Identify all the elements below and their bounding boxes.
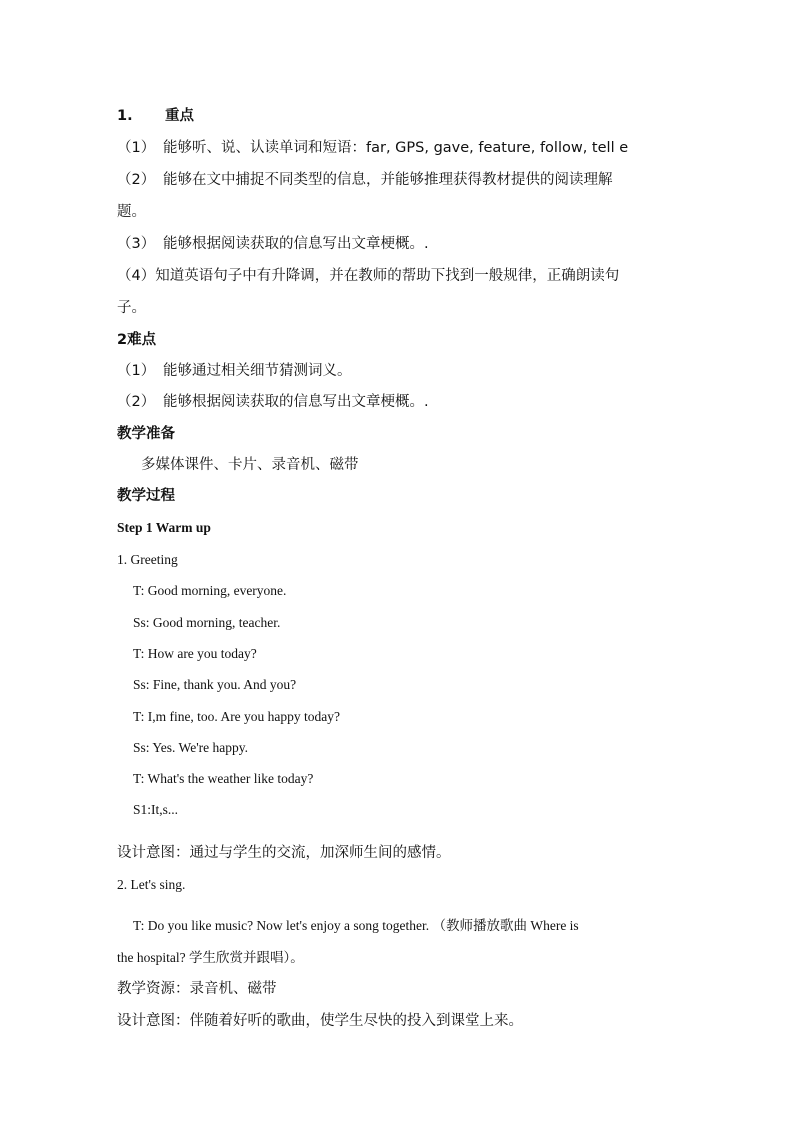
focus-number: 1.: [117, 108, 133, 124]
dialogue-line: Ss: Good morning, teacher.: [133, 615, 281, 630]
item-number: （2）: [117, 394, 156, 410]
dialogue-line: S1:It,s...: [133, 802, 179, 817]
item-number: （1）: [117, 140, 156, 156]
focus-item-1: [117, 138, 628, 158]
design-intent-2: 设计意图：伴随着好听的歌曲，使学生尽快的投入到课堂上来。: [117, 1013, 523, 1029]
sing-heading: 2. Let's sing.: [117, 877, 186, 892]
difficulty-heading: 2难点: [117, 332, 157, 348]
dialogue-line: Ss: Yes. We're happy.: [133, 740, 248, 755]
item-text: 能够听、说、认读单词和短语：far, GPS, gave, feature, follow, tell e: [163, 140, 629, 156]
prep-heading: 教学准备: [117, 426, 175, 442]
dialogue-line: Ss: Fine, thank you. And you?: [133, 677, 297, 692]
item-text: 题。: [117, 204, 146, 220]
item-text: 能够根据阅读获取的信息写出文章梗概。.: [163, 236, 429, 252]
greeting-heading: 1. Greeting: [117, 552, 178, 567]
item-text: 能够在文中捕捉不同类型的信息，并能够推理获得教材提供的阅读理解: [163, 172, 613, 188]
design-intent-1: 设计意图：通过与学生的交流，加深师生间的感情。: [117, 845, 451, 861]
focus-item-2: [117, 170, 613, 190]
teaching-resource: 教学资源：录音机、磁带: [117, 981, 277, 997]
item-text: 子。: [117, 300, 146, 316]
process-heading: 教学过程: [117, 488, 175, 504]
item-text: 能够通过相关细节猜测词义。: [163, 363, 352, 379]
prep-text: 多媒体课件、卡片、录音机、磁带: [141, 457, 359, 473]
focus-item-4-cont: [117, 298, 146, 318]
step1-heading: Step 1 Warm up: [117, 520, 211, 535]
dialogue-line: T: Good morning, everyone.: [133, 583, 287, 598]
focus-item-2-cont: [117, 202, 146, 222]
dialogue-line: T: I,m fine, too. Are you happy today?: [133, 709, 341, 724]
difficulty-item-2: [117, 392, 429, 412]
focus-title: 重点: [165, 108, 194, 124]
focus-heading: [117, 106, 194, 126]
item-number: （4）: [117, 268, 156, 284]
item-number: （2）: [117, 172, 156, 188]
dialogue-line: T: What's the weather like today?: [133, 771, 314, 786]
dialogue-line: T: How are you today?: [133, 646, 257, 661]
item-text: 知道英语句子中有升降调，并在教师的帮助下找到一般规律，正确朗读句: [155, 268, 620, 284]
sing-line-1: T: Do you like music? Now let's enjoy a song together. （教师播放歌曲 Where is: [133, 918, 579, 933]
difficulty-item-1: [117, 361, 352, 381]
item-number: （1）: [117, 363, 156, 379]
item-text: 能够根据阅读获取的信息写出文章梗概。.: [163, 394, 429, 410]
focus-item-3: [117, 234, 429, 254]
item-number: （3）: [117, 236, 156, 252]
sing-line-2: the hospital? 学生欣赏并跟唱）。: [117, 950, 304, 965]
focus-item-4: [117, 266, 619, 286]
